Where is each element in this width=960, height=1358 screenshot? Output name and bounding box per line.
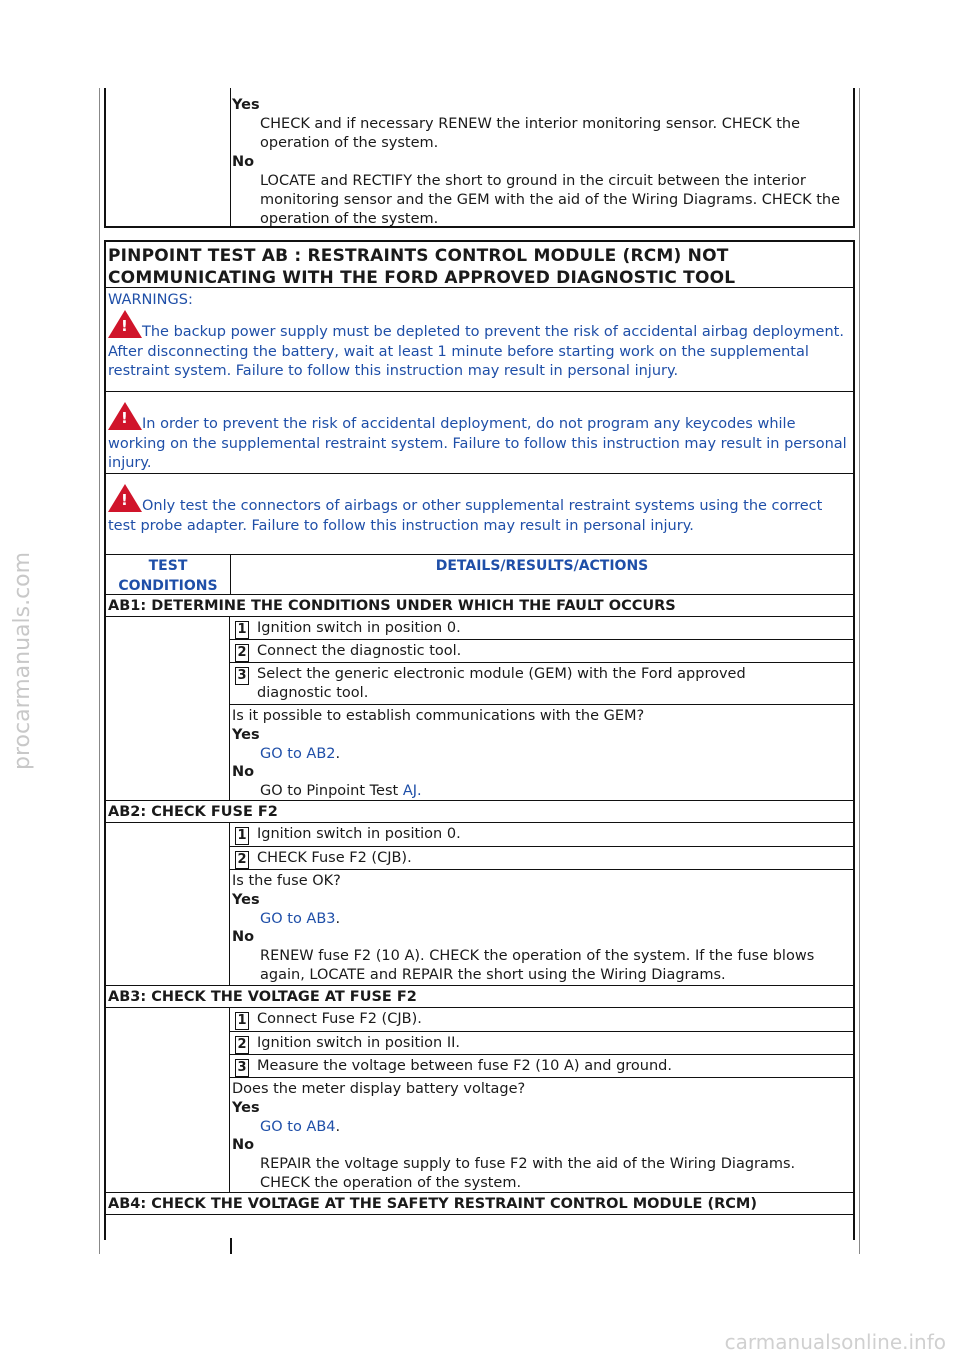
warning-3 bbox=[106, 474, 853, 555]
yes-label: Yes bbox=[232, 1099, 260, 1116]
warning-2-text: In order to prevent the risk of accidental deployment, do not program any keycodes while working on the supplemental restraint system. Failure to follow this instruction may result in personal injury. bbox=[108, 416, 847, 471]
pinpoint-title: PINPOINT TEST AB : RESTRAINTS CONTROL MODULE (RCM) NOT COMMUNICATING WITH THE FORD APPROVED DIAGNOSTIC TOOL bbox=[106, 242, 853, 288]
no-label: No bbox=[232, 1137, 255, 1154]
ab1-step-2: 2 Connect the diagnostic tool. bbox=[230, 640, 853, 663]
no-label: No bbox=[232, 764, 255, 781]
ab1-question: Is it possible to establish communications with the GEM? bbox=[232, 708, 645, 724]
warning-triangle-icon: ! bbox=[108, 484, 142, 512]
go-to-ab4-link[interactable]: GO to AB4 bbox=[260, 1118, 336, 1135]
test-conditions-header: TEST CONDITIONS bbox=[106, 555, 231, 594]
go-to-ab3-link[interactable]: GO to AB3 bbox=[260, 910, 336, 927]
ab4-title: AB4: CHECK THE VOLTAGE AT THE SAFETY RESTRAINT CONTROL MODULE (RCM) bbox=[106, 1193, 853, 1215]
warning-1-text: The backup power supply must be depleted to prevent the risk of accidental airbag deployment. After disconnecting the battery, wait at least 1 minute before starting work on the supplemental restraint system. Failure to follow this instruction may result in personal injury. bbox=[108, 324, 844, 379]
no-text: LOCATE and RECTIFY the short to ground in the circuit between the interior monitoring sensor and the GEM with the aid of the Wiring Diagrams. CHECK the operation of the system. bbox=[260, 173, 841, 227]
pinpoint-test-aj-link[interactable]: AJ. bbox=[402, 783, 422, 800]
ab3-block bbox=[106, 1008, 853, 1193]
ab1-condition-cell bbox=[106, 617, 230, 800]
ab2-block bbox=[106, 823, 853, 986]
ab1-block bbox=[106, 617, 853, 801]
ab2-no-text: RENEW fuse F2 (10 A). CHECK the operation of the system. If the fuse blows again, LOCATE and REPAIR the short using the Wiring Diagrams. bbox=[260, 948, 815, 983]
table-header bbox=[106, 555, 853, 595]
yes-label: Yes bbox=[232, 726, 260, 743]
details-header: DETAILS/RESULTS/ACTIONS bbox=[435, 558, 649, 574]
page-border-left bbox=[99, 88, 100, 1254]
continued-condition-cell bbox=[106, 88, 231, 226]
ab2-step-1: 1 Ignition switch in position 0. bbox=[230, 823, 853, 847]
no-label: No bbox=[232, 929, 255, 946]
page-border-right bbox=[859, 88, 860, 1254]
ab2-question: Is the fuse OK? bbox=[232, 873, 341, 889]
side-watermark: procarmanuals.com bbox=[10, 551, 35, 770]
ab1-step-1: 1 Ignition switch in position 0. bbox=[230, 617, 853, 640]
warning-1 bbox=[106, 308, 853, 392]
ab4-divider-stub bbox=[230, 1238, 232, 1254]
no-label: No bbox=[232, 154, 255, 170]
yes-label: Yes bbox=[232, 891, 260, 908]
ab3-condition-cell bbox=[106, 1008, 230, 1192]
warning-triangle-icon: ! bbox=[108, 402, 142, 430]
ab3-no-text: REPAIR the voltage supply to fuse F2 with the aid of the Wiring Diagrams. CHECK the operation of the system. bbox=[260, 1156, 796, 1191]
warning-triangle-icon: ! bbox=[108, 310, 142, 338]
go-to-ab2-link[interactable]: GO to AB2 bbox=[260, 745, 336, 762]
ab3-step-3: 3 Measure the voltage between fuse F2 (10 A) and ground. bbox=[230, 1055, 853, 1078]
bottom-watermark: carmanualsonline.info bbox=[724, 1330, 946, 1354]
ab2-condition-cell bbox=[106, 823, 230, 985]
ab3-step-1: 1 Connect Fuse F2 (CJB). bbox=[230, 1008, 853, 1032]
ab3-question: Does the meter display battery voltage? bbox=[232, 1081, 526, 1097]
ab1-step-3: 3 Select the generic electronic module (GEM) with the Ford approved diagnostic tool. bbox=[230, 663, 853, 705]
yes-label: Yes bbox=[232, 97, 260, 113]
ab1-title: AB1: DETERMINE THE CONDITIONS UNDER WHICH THE FAULT OCCURS bbox=[106, 595, 853, 617]
warnings-label: WARNINGS: bbox=[108, 292, 193, 308]
ab2-title: AB2: CHECK FUSE F2 bbox=[106, 801, 853, 823]
ab3-title: AB3: CHECK THE VOLTAGE AT FUSE F2 bbox=[106, 986, 853, 1008]
ab1-results: Is it possible to establish communications with the GEM? Yes GO to AB2. No GO to Pinpoint Test AJ. bbox=[230, 705, 853, 800]
warning-2 bbox=[106, 392, 853, 474]
continued-result-block bbox=[104, 88, 855, 228]
ab2-results: Is the fuse OK? Yes GO to AB3. No RENEW fuse F2 (10 A). CHECK the operation of the system. If the fuse blows again, LOCATE and REPAIR the short using the Wiring Diagrams. bbox=[230, 870, 853, 985]
ab3-results: Does the meter display battery voltage? Yes GO to AB4. No REPAIR the voltage supply to fuse F2 with the aid of the Wiring Diagrams. CHECK the operation of the system. bbox=[230, 1078, 853, 1192]
pinpoint-test-table bbox=[104, 240, 855, 1240]
warning-3-text: Only test the connectors of airbags or other supplemental restraint systems using the correct test probe adapter. Failure to follow this instruction may result in personal injury. bbox=[108, 498, 823, 534]
yes-text: CHECK and if necessary RENEW the interior monitoring sensor. CHECK the operation of the system. bbox=[260, 116, 800, 151]
ab3-step-2: 2 Ignition switch in position II. bbox=[230, 1032, 853, 1055]
continued-results bbox=[230, 94, 853, 229]
ab2-step-2: 2 CHECK Fuse F2 (CJB). bbox=[230, 847, 853, 870]
